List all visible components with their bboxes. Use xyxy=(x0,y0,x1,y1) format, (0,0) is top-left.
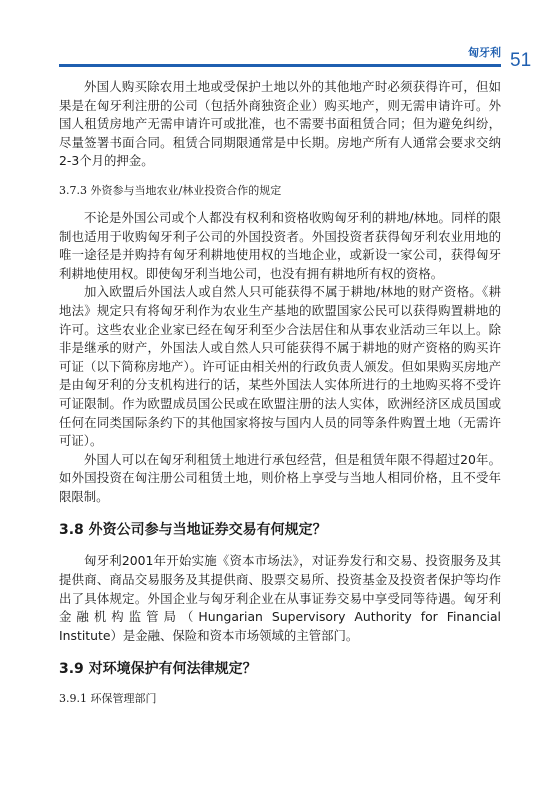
paragraph-real-estate: 外国人购买除农用土地或受保护土地以外的其他地产时必须获得许可，但如果是在匈牙利注册的公司（包括外商独资企业）购买地产，则无需申请许可。外国人租赁房地产无需申请许可或批准，也不需要书面租赁合同；但为避免纠纷，尽量签署书面合同。租赁合同期限通常是中长期。房地产所有人通常会要求交纳2-3个月的押金。 xyxy=(59,79,501,169)
paragraph-farmland-2: 加入欧盟后外国法人或自然人只可能获得不属于耕地/林地的财产资格。《耕地法》规定只有将匈牙利作为农业生产基地的欧盟国家公民可以获得购置耕地的许可。这些农业企业家已经在匈牙利至少合法居住和从事农业活动三年以上。除非是继承的财产，外国法人或自然人只可能获得不属于耕地的财产资格的购买许可证（以下简称房地产）。许可证由相关州的行政负责人颁发。但如果购买房地产是由匈牙利的分支机构进行的话，某些外国法人实体所进行的土地购买将不受许可证限制。作为欧盟成员国公民或在欧盟注册的法人实体，欧洲经济区成员国或任何在同类国际条约下的其他国家将按与国内人员的同等条件购置土地（无需许可证）。 xyxy=(59,284,501,449)
section-heading-3-9: 3.9 对环境保护有何法律规定？ xyxy=(59,661,257,678)
paragraph-farmland-3: 外国人可以在匈牙利租赁土地进行承包经营，但是租赁年限不得超过20年。如外国投资在匈注册公司租赁土地，则价格上享受与当地人相同价格，且不受年限限制。 xyxy=(59,451,501,504)
subsection-heading-3-7-3: 3.7.3 外资参与当地农业/林业投资合作的规定 xyxy=(59,183,282,197)
header-divider xyxy=(59,64,501,67)
subsection-heading-3-9-1: 3.9.1 环保管理部门 xyxy=(59,692,157,706)
paragraph-farmland-1: 不论是外国公司或个人都没有权利和资格收购匈牙利的耕地/林地。同样的限制也适用于收购匈牙利子公司的外国投资者。外国投资者获得匈牙利农业用地的唯一途径是并购持有匈牙利耕地使用权的当地企业，或新设一家公司，获得匈牙利耕地使用权。即使匈牙利当地公司，也没有拥有耕地所有权的资格。 xyxy=(59,209,501,281)
page-body xyxy=(59,78,501,717)
section-heading-3-8: 3.8 外资公司参与当地证券交易有何规定？ xyxy=(59,522,327,539)
paragraph-securities: 匈牙利2001年开始实施《资本市场法》，对证券发行和交易、投资服务及其提供商、商品交易服务及其提供商、股票交易所、投资基金及投资者保护等均作出了具体规定。外国企业与匈牙利企业在从事证券交易中享受同等待遇。匈牙利金融机构监管局（Hungarian Supervisory Authority for Financial Institute）是金融、保险和资本市场领域的主管部门。 xyxy=(59,553,501,643)
header-country: 匈牙利 xyxy=(468,46,501,59)
page-number: 51 xyxy=(510,50,532,71)
